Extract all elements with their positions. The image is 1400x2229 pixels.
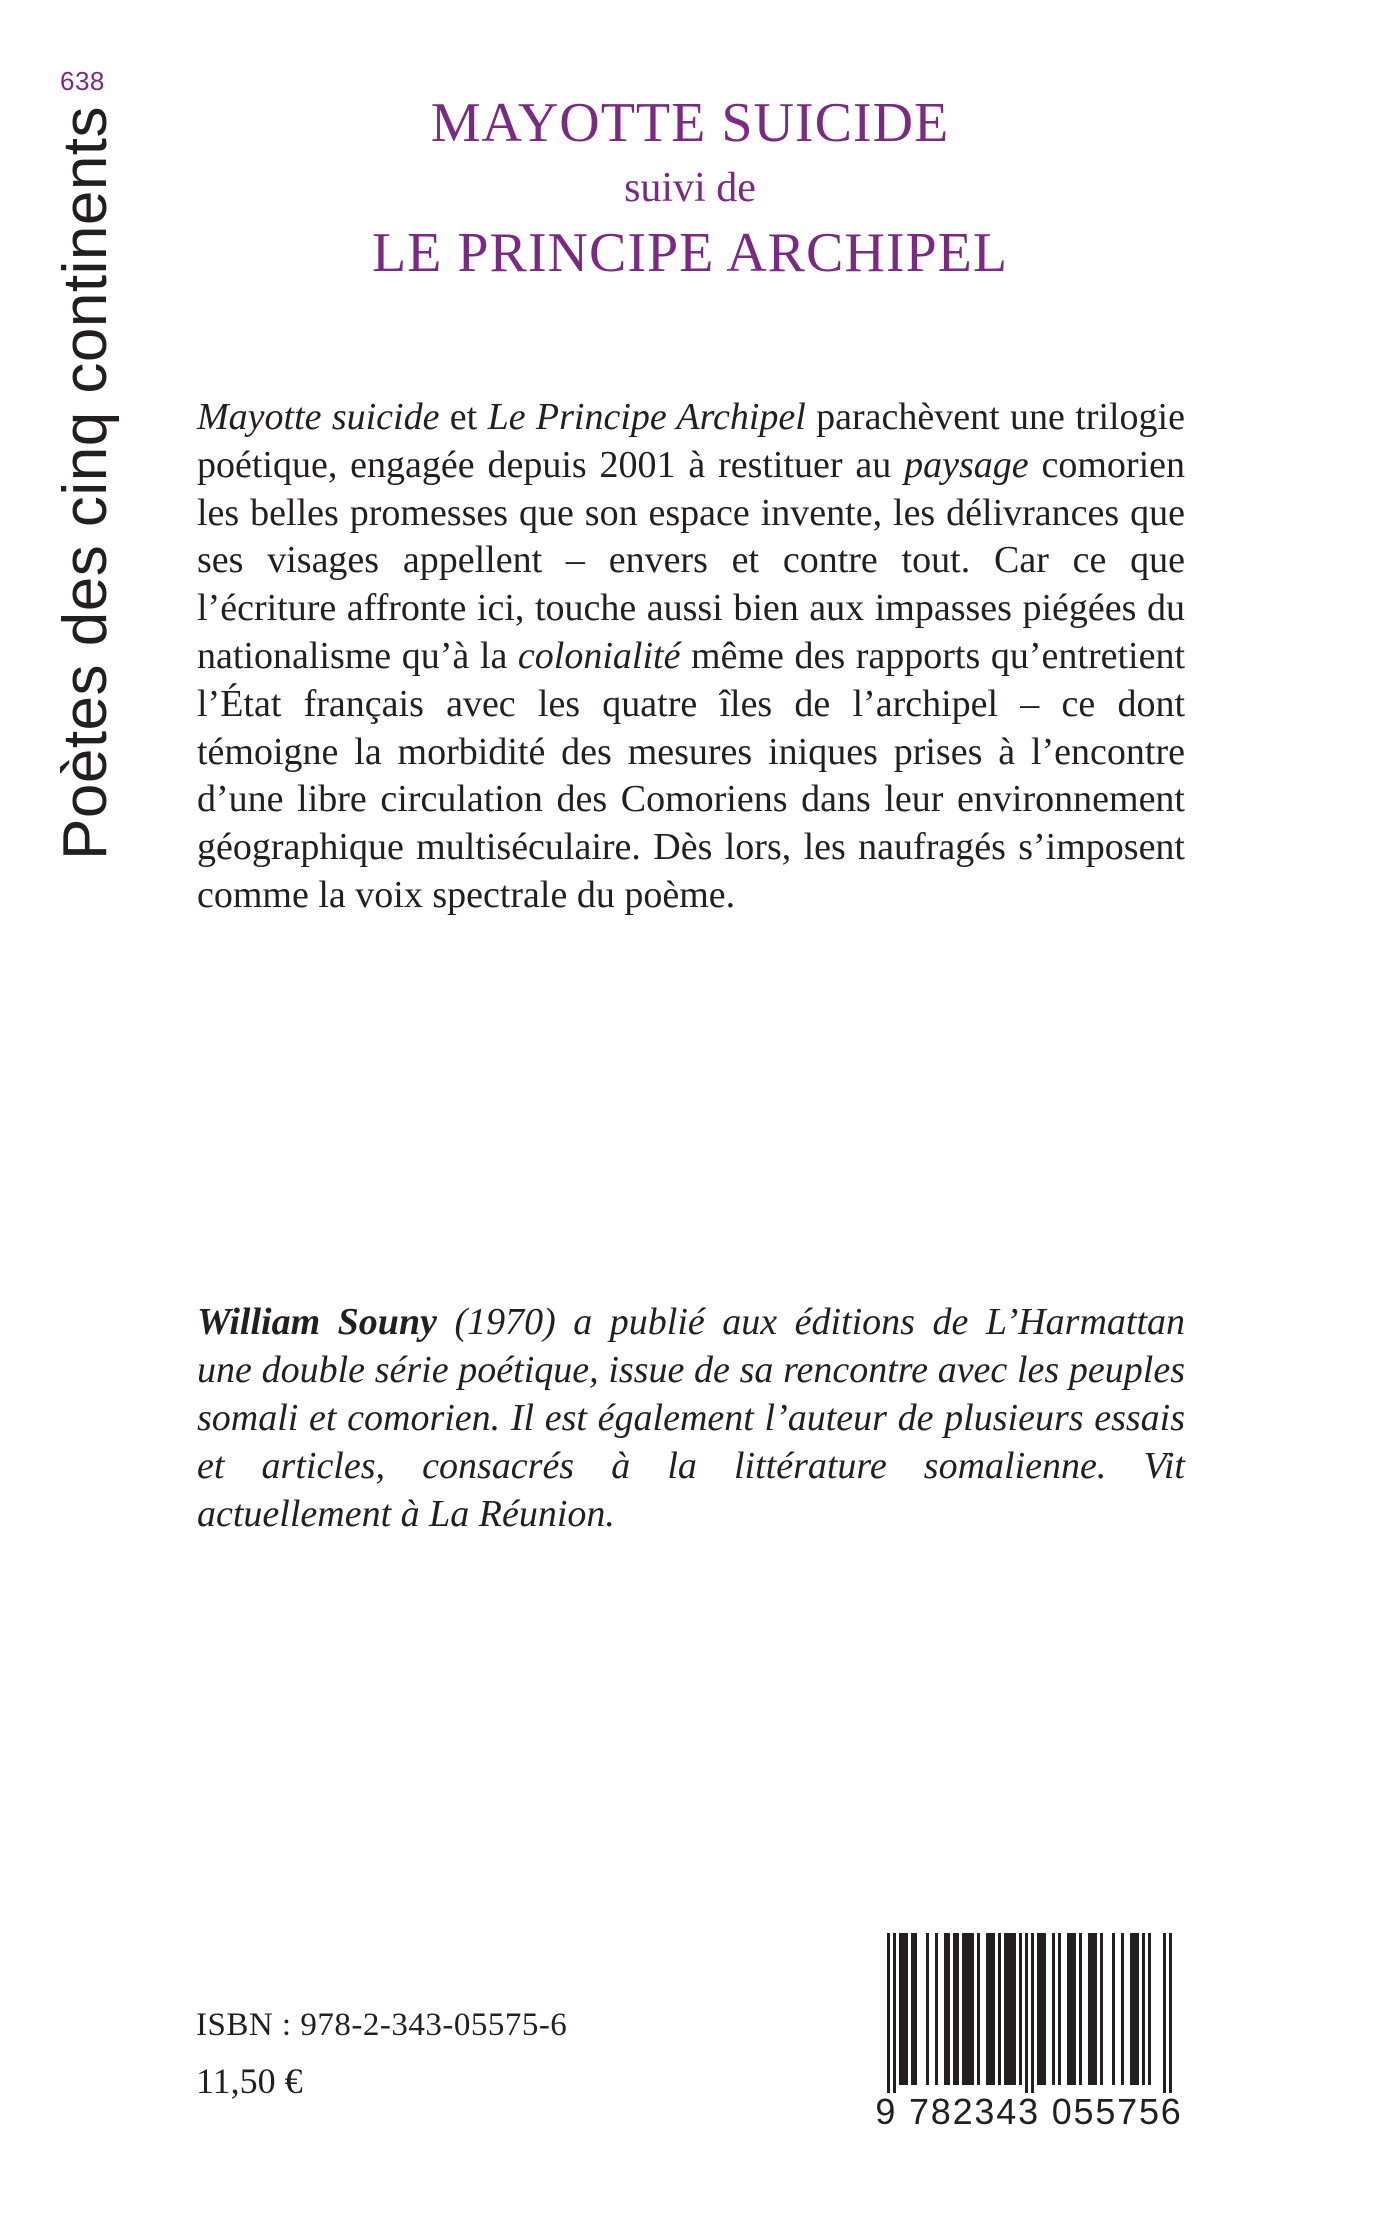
- blurb-emphasis-1: paysage: [904, 443, 1029, 486]
- barcode-bar: [887, 1933, 890, 2093]
- blurb-and: et: [439, 396, 488, 438]
- barcode-bar: [905, 1933, 908, 2085]
- barcode-bar: [965, 1933, 968, 2085]
- barcode-bar: [953, 1933, 956, 2085]
- barcode-bar: [977, 1933, 980, 2085]
- barcode-bar: [935, 1933, 938, 2085]
- author-bio: [197, 1298, 1185, 1538]
- barcode-bar: [1037, 1933, 1040, 2085]
- barcode-bar: [1094, 1933, 1097, 2085]
- barcode-bar: [998, 1933, 1001, 2085]
- barcode-bar: [989, 1933, 992, 2085]
- barcode-bar: [1010, 1933, 1013, 2085]
- barcode-bar: [992, 1933, 995, 2085]
- barcode-bar: [1100, 1933, 1103, 2085]
- barcode-bar: [1040, 1933, 1043, 2085]
- barcode-bar: [956, 1933, 959, 2085]
- barcode-bar: [1004, 1933, 1007, 2085]
- barcode-bar: [1067, 1933, 1070, 2085]
- title-second: LE PRINCIPE ARCHIPEL: [371, 222, 1009, 284]
- author-name: William Souny: [197, 1301, 437, 1343]
- barcode: [865, 1927, 1193, 2132]
- barcode-bar: [1088, 1933, 1091, 2085]
- barcode-bar: [1007, 1933, 1010, 2085]
- barcode-bar: [1169, 1933, 1172, 2093]
- barcode-bar: [1163, 1933, 1166, 2093]
- title-joiner: suivi de: [624, 165, 756, 211]
- series-number: 638: [60, 66, 105, 96]
- barcode-bar: [968, 1933, 971, 2085]
- barcode-bar: [1052, 1933, 1055, 2085]
- barcode-bar: [986, 1933, 989, 2085]
- blurb-text-2: comorien les belles promesses que son espace invente, les délivrances que ses visages appellent – envers et contre tout. Car ce que l’écriture affronte ici, touche aussi bien aux impasses piégées du nationalisme qu’à la: [197, 443, 1185, 677]
- blurb-emphasis-2: colonialité: [517, 634, 681, 677]
- barcode-bar: [1133, 1933, 1136, 2085]
- barcode-bar: [1025, 1933, 1028, 2093]
- barcode-bar: [1091, 1933, 1094, 2085]
- blurb-text-3: même des rapports qu’entretient l’État français avec les quatre îles de l’archipel – ce dont témoigne la morbidité des mesures iniques prises à l’encontre d’une libre circulation des Comoriens dans leur environnement géographique multiséculaire. Dès lors, les naufragés s’imposent comme la voix spectrale du poème.: [197, 634, 1185, 916]
- barcode-bar: [1130, 1933, 1133, 2085]
- barcode-bar: [1070, 1933, 1073, 2085]
- barcode-bar: [947, 1933, 950, 2085]
- book-blurb: [197, 394, 1185, 920]
- price-text: 11,50 €: [196, 2061, 303, 2101]
- barcode-bar: [944, 1933, 947, 2085]
- barcode-bar: [1013, 1933, 1016, 2085]
- barcode-bar: [914, 1933, 917, 2085]
- blurb-title-ref-2: Le Principe Archipel: [487, 396, 806, 438]
- barcode-bar: [962, 1933, 965, 2085]
- barcode-bar: [1112, 1933, 1115, 2085]
- isbn-text: ISBN : 978-2-343-05575-6: [196, 2007, 568, 2043]
- title-main: MAYOTTE SUICIDE: [430, 92, 950, 154]
- barcode-bar: [1148, 1933, 1151, 2085]
- barcode-bar: [1043, 1933, 1046, 2085]
- barcode-bar: [1058, 1933, 1061, 2085]
- barcode-bar: [971, 1933, 974, 2085]
- barcode-bar: [1079, 1933, 1082, 2085]
- series-name: Poètes des cinq continents: [51, 105, 120, 860]
- author-bio-text: (1970) a publié aux éditions de L’Harmattan une double série poétique, issue de sa rencontre avec les peuples somali et comorien. Il est également l’auteur de plusieurs essais et articles, consacrés à la littérature somalienne. Vit actuellement à La Réunion.: [197, 1301, 1186, 1535]
- barcode-digits: 9 782343 055756: [875, 2091, 1183, 2132]
- barcode-bar: [911, 1933, 914, 2085]
- barcode-bar: [1136, 1933, 1139, 2085]
- barcode-bar: [926, 1933, 929, 2085]
- barcode-bar: [902, 1933, 905, 2085]
- barcode-bar: [1142, 1933, 1145, 2085]
- blurb-text-1: parachèvent une trilogie poétique, engagée depuis 2001 à restituer au: [197, 396, 1185, 486]
- barcode-bar: [1073, 1933, 1076, 2085]
- book-title: [190, 88, 1190, 288]
- barcode-bar: [893, 1933, 896, 2093]
- blurb-title-ref-1: Mayotte suicide: [197, 396, 440, 438]
- barcode-bar: [1121, 1933, 1124, 2085]
- barcode-bar: [899, 1933, 902, 2085]
- barcode-bar: [1019, 1933, 1022, 2085]
- barcode-bar: [1031, 1933, 1034, 2093]
